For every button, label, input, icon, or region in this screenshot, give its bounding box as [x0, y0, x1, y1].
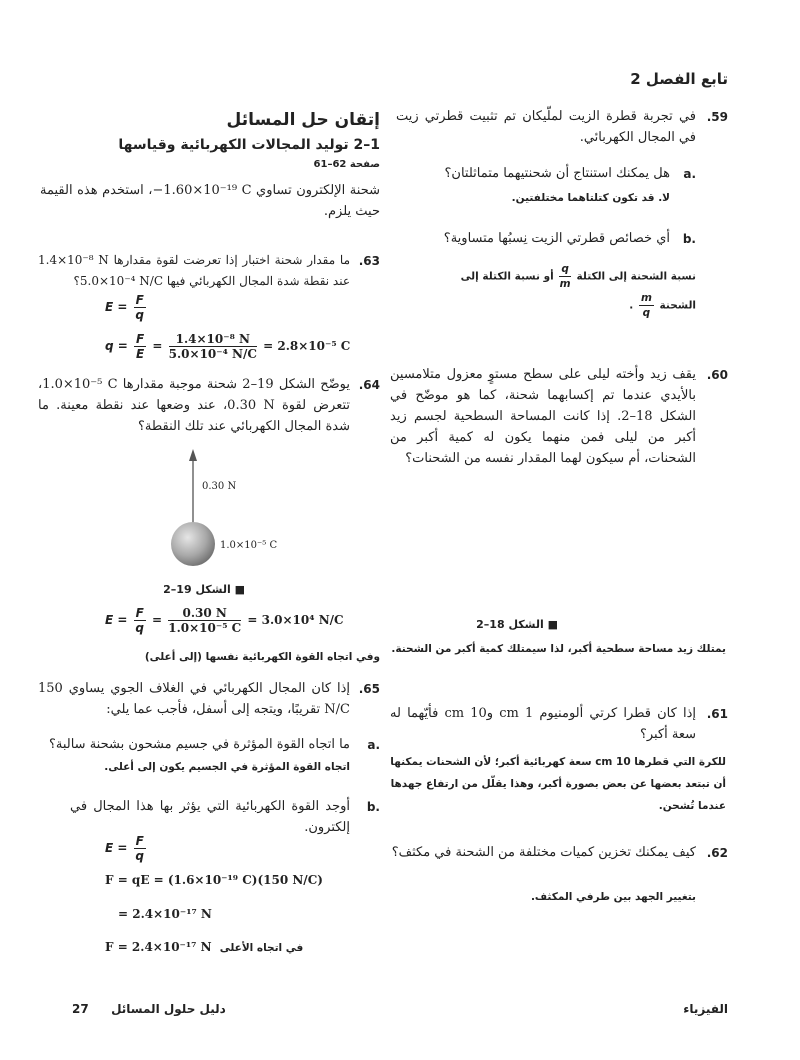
q63-eq2-result: = 2.8×10⁻⁵ C: [263, 339, 351, 353]
q65b-eq1-den: q: [135, 849, 145, 863]
figure-19-2-caption: [163, 583, 245, 596]
figure-18-2-caption-text: الشكل 18–2: [476, 618, 544, 631]
intro-text: شحنة الإلكترون تساوي ‎−1.60×10⁻¹⁹ C‎، استخدم هذه القيمة حيث يلزم.: [40, 183, 380, 219]
q64-number: .64: [358, 378, 380, 392]
force-arrow-head: [189, 449, 197, 461]
q61-text: إذا كان قطرا كرتي ألومنيوم 1 cm و10 cm فأيّهما له سعة أكبر؟: [390, 706, 696, 742]
q60-number: .60: [706, 368, 728, 382]
q64-eq-symbolic-fraction: [134, 606, 146, 635]
force-label: 0.30 N: [202, 481, 237, 492]
q59b-frac2-top: m: [640, 292, 652, 304]
q59b-label: b.: [682, 232, 696, 246]
caption-square-icon: ■: [547, 618, 558, 631]
q61-answer: للكرة التي قطرها 10 cm سعة كهربائية أكبر؛ لأن الشحنات يمكنها أن تبتعد بعضها عن بعض بصورة أكبر، وهذا يقلّل من ارتفاع جهدها عندما تُشحن.: [390, 756, 726, 812]
q59b-frac2-bottom: q: [642, 307, 651, 319]
figure-18-2-caption: [476, 618, 558, 631]
q59b-answer: نسبة الشحنة إلى الكتلة $\frac{q}{m}$ أو نسبة الكتلة إلى الشحنة $\frac{m}{q}$ .: [460, 263, 696, 319]
q65b-eq4-direction: في اتجاه الأعلى: [219, 942, 304, 954]
q62-text: كيف يمكنك تخزين كميات مختلفة من الشحنة في مكثف؟: [391, 845, 696, 860]
q65a-text: ما اتجاه القوة المؤثرة في جسيم مشحون بشحنة سالبة؟: [48, 737, 350, 752]
q64-equation: E = $\frac{F}{q}$ = $\frac{0.30 N}{\text{1.0×10⁻⁵ C}}$ = 3.0×10⁴ N/C: [105, 606, 344, 635]
q59b-text: أي خصائص قطرتي الزيت نِسبُها متساوية؟: [443, 231, 670, 246]
q59-text: في تجربة قطرة الزيت لملّيكان تم تثبيت قطرتي زيت في المجال الكهربائي.: [396, 109, 696, 145]
q62-answer: بتغيير الجهد بين طرفي المكثف.: [530, 891, 696, 903]
q63-equation-2: q = $\frac{F}{E}$ = $\frac{\text{1.4×10⁻⁸ N}}{\text{5.0×10⁻⁴ N/C}}$ = 2.8×10⁻⁵ C: [105, 332, 351, 361]
q63-eq2-den-val: 5.0×10⁻⁴ N/C: [168, 347, 257, 361]
q64-eq-num-val: 0.30 N: [168, 606, 241, 621]
q64-answer: وفي اتجاه القوة الكهربائية نفسها (إلى أعلى): [144, 651, 380, 663]
q63-number: .63: [358, 254, 380, 268]
q63-eq2-value-fraction: [169, 332, 257, 361]
q65b-label: b.: [366, 800, 380, 814]
q65b-text: أوجد القوة الكهربائية التي يؤثر بها هذا المجال في إلكترون.: [70, 799, 350, 835]
footer-subject: الفيزياء: [683, 1002, 728, 1016]
q64-eq-num: F: [135, 606, 144, 620]
q64-eq-value-fraction: [168, 606, 241, 635]
q63-equation-1: [105, 293, 148, 322]
caption-square-icon: ■: [234, 583, 245, 596]
q64-text: يوضّح الشكل 19–2 شحنة موجبة مقدارها ‎1.0×10⁻⁵ C‎، تتعرض لقوة ‎0.30 N‎، عند وضعها عند نقطة معينة. ما شدة المجال الكهربائي عند تلك النقطة؟: [38, 377, 351, 434]
q65b-eq1-lhs: E =: [105, 841, 128, 855]
q63-eq2-lhs: q =: [105, 339, 128, 353]
q60-answer: يمتلك زيد مساحة سطحية أكبر، لذا سيمتلك كمية أكبر من الشحنة.: [391, 643, 726, 655]
q64-eq-den-val: 1.0×10⁻⁵ C: [168, 621, 242, 635]
q65b-equation-4: [105, 940, 303, 954]
q63-eq1-fraction: [134, 293, 146, 322]
q65b-equation-1: [105, 834, 148, 863]
q59-number: .59: [706, 110, 728, 124]
chapter-header: تابع الفصل 2: [630, 70, 728, 88]
q63-eq2-num-val: 1.4×10⁻⁸ N: [169, 332, 257, 347]
q59b-frac1-top: q: [561, 263, 569, 275]
q63-eq2-num: F: [136, 332, 145, 346]
q65b-eq1-fraction: [134, 834, 146, 863]
q65-text: إذا كان المجال الكهربائي في الغلاف الجوي يساوي ‎150 N/C‎ تقريبًا، ويتجه إلى أسفل، فأجب عما يلي:: [38, 681, 350, 717]
charged-sphere: [171, 522, 215, 566]
q59a-label: a.: [683, 167, 696, 181]
q63-eq2-den: E: [136, 347, 145, 361]
q64-eq-result: = 3.0×10⁴ N/C: [247, 613, 344, 627]
figure-19-2: [160, 445, 320, 575]
q59b-answer-part1: نسبة الشحنة إلى الكتلة: [576, 270, 696, 283]
subsection-title: 1–2 توليد المجالات الكهربائية وقياسها: [118, 137, 380, 153]
q65b-eq4-value: F = 2.4×10⁻¹⁷ N: [105, 940, 212, 954]
figure-19-2-caption-text: الشكل 19–2: [163, 583, 231, 596]
q65b-equation-2: F = qE = (1.6×10⁻¹⁹ C)(150 N/C): [105, 873, 323, 887]
q60-text: يقف زيد وأخته ليلى على سطح مستوٍ معزول متلامسين بالأيدي عندما تم إكسابهما شحنة، كما هو موضّح في الشكل 18–2. إذا كانت المساحة السطحية لجسم زيد أكبر من ليلى فمن منهما يكون له كمية أكبر من الشحنات، أم سيكون لهما المقدار نفسه من الشحنات؟: [390, 367, 696, 466]
q63-eq1-lhs: E =: [105, 300, 128, 314]
q59b-fraction-q-over-m: [559, 262, 571, 291]
q65-number: .65: [358, 682, 380, 696]
footer-page-number: 27: [72, 1002, 89, 1016]
q63-text: ما مقدار شحنة اختبار إذا تعرضت لقوة مقدارها ‎1.4×10⁻⁸ N‎ عند نقطة شدة المجال الكهربائي فيها ‎5.0×10⁻⁴ N/C‎؟: [38, 253, 350, 288]
q63-eq1-num: F: [135, 293, 144, 307]
q59a-answer: لا. قد تكون كتلتاهما مختلفتين.: [511, 192, 670, 204]
footer-guide: [72, 1002, 226, 1016]
q61-number: .61: [706, 707, 728, 721]
q59b-answer-or: أو نسبة الكتلة إلى: [460, 270, 554, 283]
q65b-eq1-num: F: [135, 834, 144, 848]
q62-number: .62: [706, 846, 728, 860]
footer-guide-text: دليل حلول المسائل: [111, 1002, 226, 1016]
subsection-pages: صفحة 62–61: [313, 159, 380, 170]
section-title: إتقان حل المسائل: [226, 110, 380, 130]
q64-eq-lhs: E =: [105, 613, 128, 627]
q59b-frac1-bottom: m: [559, 278, 571, 290]
q65a-label: a.: [367, 738, 380, 752]
q63-eq2-symbolic-fraction: [134, 332, 146, 361]
q64-eq-den: q: [135, 621, 145, 635]
charge-label: 1.0×10⁻⁵ C: [220, 540, 278, 551]
q65a-answer: اتجاه القوة المؤثرة في الجسيم يكون إلى أعلى.: [104, 761, 350, 773]
q65b-equation-3: = 2.4×10⁻¹⁷ N: [118, 907, 212, 921]
q59a-text: هل يمكنك استنتاج أن شحنتيهما متماثلتان؟: [444, 166, 670, 181]
q63-eq1-den: q: [135, 308, 145, 322]
q59b-fraction-m-over-q: [639, 291, 654, 320]
q59b-answer-part2: الشحنة: [659, 299, 696, 312]
